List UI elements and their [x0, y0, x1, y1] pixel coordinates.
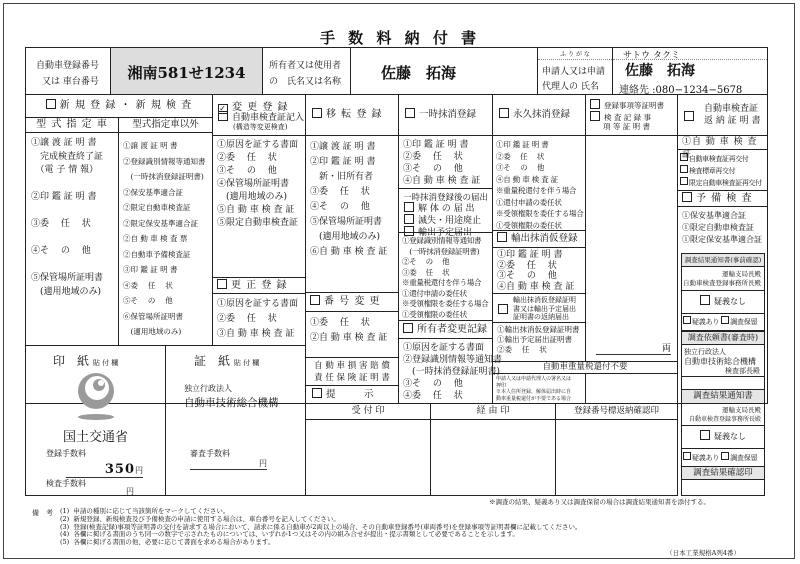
temp-label: 一時抹消登録 [419, 109, 477, 120]
survey-confirm-seal[interactable] [681, 479, 765, 496]
checkbox[interactable] [683, 452, 691, 460]
inspection-cert-entry-label: 自動車検査証記入 [232, 113, 305, 123]
return-cert-label: 自動車検査証 [704, 104, 759, 114]
correction-registration-option[interactable] [212, 277, 306, 294]
applicant-label-2: 代理人の 氏名 [542, 82, 599, 92]
list-item: (2) 新規登録、新規検査及び予備検査の申請に使用する場合は、車台番号を記入してください。 [60, 514, 340, 523]
list-item: (3) 登録(検査記録)事項等証明書の交付を請求する場合において、請求に係る自動車が2両以上の場合、その自動車登録番号(車両番号)を登録事項等証明書欄に記載してください。 [60, 522, 582, 531]
furigana-label: ふ り が な [538, 49, 612, 60]
document-list [403, 342, 502, 402]
plate-return-seal-field[interactable] [555, 419, 678, 496]
registration-fee-field[interactable] [66, 458, 143, 478]
org-name: 自動車技術総合機構 [184, 397, 279, 409]
cert-stamp-title: 証 紙 [194, 354, 231, 368]
liability-line: 責 任 保 険 証 明 書 [314, 373, 390, 383]
applicant-name-value: 佐藤 拓海 [625, 63, 695, 79]
list-item: ⑤そ の 他 [123, 296, 173, 305]
checkbox[interactable] [682, 192, 692, 202]
list-item: ④保管場所証明書 [217, 179, 290, 189]
list-item: ②限定保安基準適合証 [123, 218, 198, 228]
option-label: 輸出予定届出 [418, 228, 473, 238]
option-label: 疑義なし [714, 432, 746, 441]
structure-change-note: (構造等変更検査) [233, 123, 288, 131]
export-return-line: 輸出抹消仮登録証明 [513, 296, 576, 304]
option-label: 疑義なし [714, 297, 746, 306]
list-item: 動車重量税還付が不要である場合 [496, 395, 572, 402]
checkbox[interactable] [680, 177, 688, 185]
registration-fee-value: 350 [104, 462, 135, 477]
prelim-label: 予 備 検 査 [696, 193, 753, 204]
change-registration-option[interactable] [212, 94, 306, 136]
return-cert-option[interactable] [677, 94, 768, 136]
list-item: ①還付申請の委任状 [496, 197, 562, 207]
list-item: ⑤保管場所証明書 [31, 273, 104, 283]
temporary-deregistration-option[interactable] [398, 94, 493, 136]
temp-after-notifications [398, 188, 493, 238]
liability-line: 自 動 車 損 害 賠 償 [314, 361, 390, 371]
checkbox[interactable] [405, 108, 415, 118]
vehicle-label-cell [25, 47, 111, 95]
document-list [497, 250, 574, 292]
perm-docs [492, 135, 586, 231]
revenue-stamp-box[interactable] [25, 345, 166, 496]
list-item: ①限定自動車検査証 [682, 223, 754, 232]
survey-pre-to-2: 自動車検査登録事務所長殿 [682, 279, 764, 291]
permanent-deregistration-option[interactable] [492, 94, 586, 136]
ministry-logo [71, 371, 121, 421]
checkbox[interactable] [721, 452, 729, 460]
certificate-label: 登録事項等証明書 [604, 101, 664, 110]
list-item: ①登録識別情報等通知書 [402, 236, 482, 245]
vehicle-label: 自動車登録番号 [36, 61, 100, 71]
list-item: ②そ の 他 [402, 257, 450, 266]
list-item: (5) 各欄に掲げる書面の他、必要に応じて書面を求める場合があります。 [60, 538, 275, 547]
list-item: (適用地域のみ) [31, 286, 102, 297]
vehicle-number-value: 湘南581せ1234 [127, 64, 246, 82]
plate-return-seal-header: 登録番号標返納確認印 [555, 403, 678, 420]
liability-insurance-cert [305, 357, 399, 386]
survey-result-none-option[interactable] [682, 426, 764, 449]
option-label: 調査保留 [730, 454, 758, 462]
weight-tax-refund-header: 自動車重量税還付不要 [492, 361, 678, 374]
list-item: ※重量税還付を伴う場合 [402, 278, 482, 287]
checkbox-checked[interactable]: ✓ [219, 104, 227, 113]
checkbox[interactable] [680, 153, 688, 161]
survey-result-header: 調査結果通知書 [682, 389, 764, 404]
survey-pre-header: 調査結果通知書(事前確認) [682, 254, 764, 267]
owner-label-2: の 氏名又は名称 [269, 77, 342, 87]
list-item: (適用地域のみ) [123, 327, 182, 336]
survey-req-to: 独立行政法人 [684, 348, 726, 356]
list-item: ③印 鑑 証 明 書 [123, 265, 178, 274]
list-item: ①輸出予定届出証明書 [497, 335, 572, 344]
via-seal-field[interactable] [430, 419, 556, 496]
survey-pre-none-option[interactable] [682, 291, 764, 314]
transfer-docs [305, 135, 399, 293]
survey-req-header: 調査依頼書(審査時) [682, 332, 764, 345]
list-item: ①還付申請の委任状 [402, 288, 467, 298]
new-registration-option[interactable] [25, 94, 213, 118]
vehicle-number-field[interactable] [110, 47, 263, 95]
list-item: ②委 任 状 [217, 314, 277, 324]
transfer-label: 移 転 登 録 [326, 109, 383, 120]
list-item: (4) 各欄に掲げる書面のうち同一の数字で示されたものについては、いずれか1つ又はその内の組み合せが提出・提示書類として必要であることを示します。 [60, 530, 519, 539]
checkbox[interactable] [404, 202, 414, 212]
survey-result-to: 運輸支局長殿 [722, 406, 761, 414]
list-item: 新・旧所有者 [310, 172, 374, 182]
list-item: (一時抹消登録証明書) [123, 172, 204, 181]
survey-request [681, 331, 765, 467]
list-item: ①受領権限の委任状 [496, 220, 562, 230]
ministry-name: 国土交通省 [62, 430, 128, 445]
list-item: ②委 任 状 [497, 345, 547, 354]
type-designated-docs [25, 132, 119, 346]
signature-field[interactable] [585, 373, 678, 404]
option-label: 調査保留 [730, 318, 758, 326]
list-item: ②自 動 車 検 査 証 [310, 333, 388, 343]
option-label: 解 体 の 届 出 [418, 204, 475, 214]
list-item: ④そ の 他 [31, 246, 91, 256]
list-item: ④委 任 状 [123, 280, 173, 290]
list-item: ③自 動 車 検 査 証 [217, 329, 295, 339]
list-item: ②委 任 状 [403, 152, 463, 162]
option-label: 限定自動車検査証再交付 [689, 179, 762, 187]
list-item: ④そ の 他 [310, 202, 370, 212]
temp-after-title: 一時抹消登録後の届出 [402, 193, 488, 203]
list-item: ①譲 渡 証 明 書 [31, 138, 97, 148]
number-change-label: 番 号 変 更 [324, 296, 381, 307]
vehicle-count-unit: 両 [661, 344, 671, 354]
checkbox[interactable] [590, 99, 600, 109]
survey-result-to-2: 自動車検査登録事務所長殿 [682, 415, 764, 426]
survey-req-to-3: 検査部長殿 [682, 367, 764, 377]
survey-note: ※調査の結果、疑義あり又は調査保留の場合は調査結果通知書を添付する。 [489, 498, 710, 506]
option-label: 自動車検査証再交付 [689, 155, 749, 163]
owner-label-cell [262, 47, 351, 95]
checkbox[interactable] [499, 108, 509, 118]
change-registration-label: 変 更 登 録 [232, 102, 289, 113]
checkbox[interactable] [683, 316, 691, 324]
registration-fee-label: 登録手数料 [46, 449, 86, 458]
checkbox[interactable] [403, 323, 413, 333]
survey-pre-notice [681, 253, 765, 331]
list-item: ③委 任 状 [31, 219, 91, 229]
checkbox[interactable] [312, 388, 322, 398]
standard-note: （日本工業規格A列4番） [666, 549, 740, 557]
perm-label: 永久抹消登録 [513, 109, 571, 120]
weight-tax-note [492, 373, 586, 404]
list-item: ③委 任 状 [310, 187, 370, 197]
list-item [31, 178, 103, 192]
survey-pre-doubt-hold [682, 314, 764, 331]
applicant-furigana: サトウ タクミ [623, 51, 680, 61]
list-item: (一時抹消登録証明書) [403, 367, 501, 377]
list-item: ②登録識別情報等通知書 [123, 156, 206, 166]
remarks-label: 備 考 [32, 509, 53, 517]
reception-seal-field[interactable] [305, 419, 431, 496]
via-seal-header: 経 由 印 [430, 403, 556, 420]
list-item: (1) 申請の種別に応じて当該箇所をマークしてください。 [60, 507, 230, 515]
owner-change-label: 所有者変更記録 [417, 324, 487, 335]
list-item: ④自 動 車 検 査 証 [496, 174, 559, 184]
checkbox[interactable] [680, 165, 688, 173]
type-designated-header: 型 式 指 定 車 [25, 117, 119, 133]
list-item: ⑥自 動 車 検 査 証 [310, 247, 388, 257]
list-item: ①限定保安基準適合証 [682, 235, 762, 244]
document-list [123, 138, 206, 340]
present-option[interactable] [305, 385, 399, 404]
list-item: ④自 動 車 検 査 証 [403, 176, 481, 186]
list-item: ※受領権限を委任する場合 [402, 299, 489, 308]
survey-confirm-header: 調査結果確認印 [681, 466, 765, 480]
applicant-label: 申請人又は申請 [542, 67, 606, 77]
list-item: ②委 任 状 [217, 153, 277, 163]
checkbox[interactable] [721, 316, 729, 324]
list-item: ※受領権限を委任する場合 [496, 209, 584, 218]
checkbox[interactable] [218, 111, 228, 121]
list-item: 完成検査終了証 [31, 151, 104, 162]
list-item: ③委 任 状 [402, 267, 450, 277]
list-item: (一時抹消登録証明書) [402, 246, 480, 256]
list-item: ①受領権限の委任状 [402, 309, 467, 319]
return-cert-doc: ①自 動 車 検 査 証 [677, 135, 768, 150]
list-item: ①譲 渡 証 明 書 [123, 141, 178, 150]
inspection-record-label: 検 査 記 録 事 [604, 112, 652, 122]
reissue-options [677, 149, 768, 191]
return-cert-label-2: 返 納 証 明 書 [704, 116, 761, 126]
option-label: 疑義あり [692, 318, 720, 326]
checkbox[interactable] [310, 295, 320, 305]
list-item: ③そ の 他 [217, 166, 277, 176]
document-list [310, 140, 387, 260]
list-item: (適用地域のみ) [217, 192, 288, 202]
document-list [403, 139, 480, 187]
certificate-area [585, 135, 678, 362]
list-item: ①保安基準適合証 [682, 211, 746, 220]
export-return-line: 書又は輸出予定届出 [513, 304, 576, 313]
list-item: ②自動車予備検査証 [123, 249, 191, 259]
option-loss[interactable] [404, 214, 481, 226]
owner-name-field[interactable] [350, 47, 538, 95]
cert-stamp-sub: 貼 付 欄 [233, 359, 260, 367]
survey-pre-to: 運輸支局長殿 [722, 270, 761, 278]
list-item: (適用地域のみ) [310, 232, 381, 242]
inspection-fee-label: 検査手数料 [46, 479, 86, 488]
export-return-option[interactable] [492, 293, 586, 323]
checkbox[interactable] [312, 108, 322, 118]
checkbox[interactable] [404, 214, 414, 224]
non-designated-header: 型式指定車以外 [118, 117, 213, 133]
list-item: ③そ の 他 [497, 271, 557, 281]
correction-docs [212, 293, 306, 346]
revenue-stamp-sub: 貼 付 欄 [92, 359, 119, 367]
document-list [31, 137, 103, 299]
option-label: 検査標章再交付 [689, 167, 736, 175]
reissue-limited-option[interactable] [680, 177, 767, 189]
review-fee-field[interactable] [190, 458, 267, 470]
list-item: ②印 鑑 証 明 書 [310, 157, 376, 167]
document-list [496, 376, 571, 402]
list-item: ①委 任 状 [310, 318, 370, 328]
document-list [402, 236, 488, 320]
checkbox[interactable] [700, 430, 710, 440]
list-item: ②保安基準適合証 [123, 187, 183, 197]
yen-unit: 円 [259, 459, 267, 468]
review-fee-label: 審査手数料 [190, 449, 230, 458]
temp-after-docs [398, 232, 493, 321]
yen-unit: 円 [126, 487, 134, 496]
change-docs [212, 135, 306, 278]
yen-unit: 円 [135, 466, 143, 475]
number-change-docs [305, 311, 399, 358]
preliminary-inspection-option[interactable] [677, 190, 768, 207]
document-list [310, 316, 387, 346]
document-list [217, 297, 298, 342]
owner-label: 所有者又は使用者 [269, 61, 342, 71]
list-item: ③そ の 他 [403, 379, 463, 389]
export-prov-docs [492, 247, 586, 294]
list-item: ⑥保管場所証明書 [123, 311, 183, 321]
checkbox[interactable] [590, 111, 600, 121]
option-label: 滅失・用途廃止 [418, 216, 482, 226]
export-return-docs [492, 322, 586, 362]
document-list [496, 139, 584, 231]
present-label: 提 示 [326, 389, 374, 400]
list-item: （電 子 情 報） [31, 165, 99, 175]
list-item: ①原因を証する書面 [217, 299, 299, 309]
new-registration-label: 新 規 登 録 ・ 新 規 検 査 [59, 100, 193, 111]
document-list [682, 210, 762, 246]
inspection-record-label-2: 項 等 証 明 書 [603, 122, 651, 131]
list-item [31, 259, 103, 273]
survey-req-to-2: 自動車技術総合機構 [684, 357, 756, 366]
list-item: ②委 任 状 [497, 260, 557, 271]
checkbox[interactable] [498, 304, 508, 314]
list-item: ④委 任 状 [403, 391, 463, 401]
list-item: ⑤保管場所証明書 [310, 217, 383, 227]
certificate-option[interactable] [585, 94, 678, 136]
list-item: ⑤自 動 車 検 査 証 [217, 205, 295, 215]
checkbox[interactable] [497, 232, 507, 242]
applicant-contact: 連絡先 :080−1234−5678 [619, 85, 743, 96]
list-item: ①原因を証する書面 [403, 343, 485, 353]
org-line: 独立行政法人 [184, 384, 232, 393]
option-label: 疑義あり [692, 454, 720, 462]
reissue-cert-option[interactable] [680, 153, 767, 165]
list-item: ②印 鑑 証 明 書 [31, 192, 97, 202]
list-item [31, 205, 103, 219]
checkbox[interactable] [46, 99, 56, 109]
list-item: ①譲 渡 証 明 書 [310, 142, 376, 152]
option-dismantle[interactable] [404, 202, 481, 214]
remarks-list [60, 508, 582, 547]
checkbox[interactable] [217, 279, 227, 289]
list-item: ①印 鑑 証 明 書 [496, 140, 549, 149]
reception-seal-header: 受 付 印 [305, 403, 431, 420]
number-change-option[interactable] [305, 292, 399, 312]
owner-change-record-option[interactable] [398, 320, 493, 339]
non-designated-docs [118, 132, 213, 346]
list-item: ④自 動 車 検 査 証 [497, 281, 575, 292]
export-provisional-option[interactable] [492, 230, 586, 248]
list-item: ②自 動 車 検 査 票 [123, 234, 188, 243]
list-item: ②委 任 状 [496, 151, 545, 161]
owner-name-value: 佐藤 拓海 [381, 64, 457, 82]
document-list [497, 325, 580, 355]
list-item: ※重量税還付を伴う場合 [496, 186, 577, 195]
vehicle-label-2: 又は 車台番号 [42, 77, 99, 87]
list-item: ①印 鑑 証 明 書 [403, 140, 469, 150]
list-item: ①印 鑑 証 明 書 [497, 250, 563, 260]
checkbox[interactable] [700, 295, 710, 305]
export-return-line: 証明書の返納届出 [513, 313, 569, 321]
list-item: ②登録識別情報等通知書 [403, 355, 503, 365]
applicant-name-field[interactable] [612, 47, 768, 95]
document-list [217, 139, 298, 230]
survey-result-doubt-hold [682, 449, 764, 467]
reissue-sticker-option[interactable] [680, 165, 767, 177]
list-item: ①原因を証する書面 [217, 140, 299, 150]
temp-docs [398, 135, 493, 189]
list-item: 押印 [496, 382, 507, 389]
list-item: ⑤限定自動車検査証 [217, 218, 299, 228]
export-prov-label: 輸出抹消仮登録 [511, 233, 578, 244]
form-title: 手 数 料 納 付 書 [319, 29, 481, 47]
transfer-registration-option[interactable] [305, 94, 399, 136]
certificate-stamp-box[interactable] [165, 345, 306, 496]
revenue-stamp-title: 印 紙 [53, 354, 90, 368]
list-item: ③そ の 他 [496, 163, 545, 172]
list-item: 申請人又は申請代理人の署名又は [496, 376, 572, 382]
list-item [31, 232, 103, 246]
list-item: ②限定自動車検査証 [123, 203, 191, 212]
list-item: ※本人住所登録、解体届出時に自 [496, 389, 572, 395]
list-item: ①輸出抹消仮登録証明書 [497, 325, 580, 334]
applicant-label-cell [537, 47, 613, 95]
correction-label: 更 正 登 録 [231, 280, 288, 291]
list-item: ③そ の 他 [403, 164, 463, 174]
checkbox[interactable] [684, 111, 694, 121]
